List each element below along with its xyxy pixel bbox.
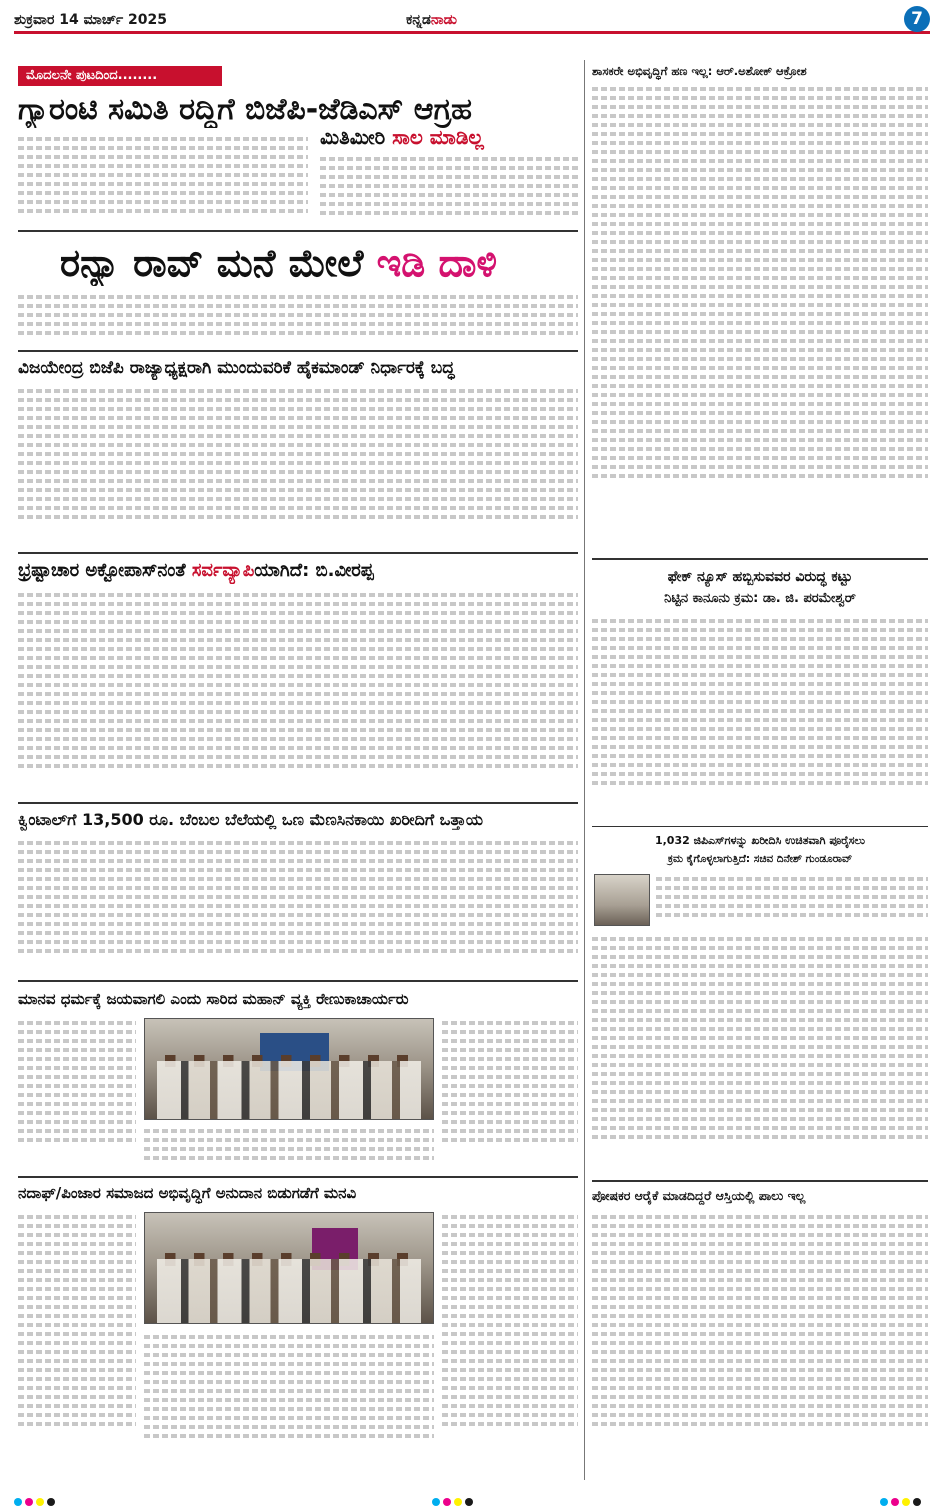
headline-gps-2: ಕ್ರಮ ಕೈಗೊಳ್ಳಲಾಗುತ್ತಿದೆ: ಸಚಿವ ದಿನೇಶ್ ಗುಂಡೂರಾವ್ xyxy=(667,853,853,865)
headline-ashok-outrage: ಶಾಸಕರೇ ಅಭಿವೃದ್ಧಿಗೆ ಹಣ ಇಲ್ಲ: ಆರ್.ಅಶೋಕ್ ಆಕ್ರೋಶ xyxy=(592,64,807,78)
article-fake-news-body xyxy=(592,614,928,822)
headline-corruption-part-c: ಯಾಗಿದೆ: ಬಿ.ವೀರಪ್ಪ xyxy=(254,560,374,581)
article-corruption-body xyxy=(18,588,578,798)
headline-guarantee-committee: ಗ್ಯಾರಂಟಿ ಸಮಿತಿ ರದ್ದಿಗೆ ಬಿಜೆಪಿ-ಜೆಡಿಎಸ್ ಆಗ್ರಹ xyxy=(18,92,472,127)
headline-corruption-part-a: ಭ್ರಷ್ಟಾಚಾರ ಅಕ್ಟೋಪಾಸ್‌ನಂತೆ xyxy=(18,560,186,581)
headline-ranya-rao-part-a: ರನ್ಯಾ ರಾವ್ ಮನೆ ಮೇಲೆ xyxy=(60,241,364,285)
article-ashok-body xyxy=(592,82,928,552)
divider xyxy=(592,558,928,560)
headline-parents-care: ಪೋಷಕರ ಆರೈಕೆ ಮಾಡದಿದ್ದರೆ ಆಸ್ತಿಯಲ್ಲಿ ಪಾಲು ಇಲ್ಲ xyxy=(592,1188,806,1203)
headline-fake-news-2: ನಿಟ್ಟಿನ ಕಾನೂನು ಕ್ರಮ: ಡಾ. ಜಿ. ಪರಮೇಶ್ವರ್ xyxy=(664,591,856,606)
article-ranya-body xyxy=(18,290,578,346)
headline-ranya-rao-part-b: ಇಡಿ ದಾಳಿ xyxy=(376,241,498,285)
column-divider xyxy=(584,60,585,1480)
headline-nadaf-pinjara: ನದಾಫ್/ಪಿಂಜಾರ ಸಮಾಜದ ಅಭಿವೃದ್ಧಿಗೆ ಅನುದಾನ ಬಿಡುಗಡೆಗೆ ಮನವಿ xyxy=(18,1184,357,1202)
paper-name-part-a: ಕನ್ನಡ xyxy=(406,12,431,28)
page-number: 7 xyxy=(904,6,930,32)
divider xyxy=(592,1180,928,1182)
article-nadaf-col1 xyxy=(18,1210,136,1472)
article-renuka-col3 xyxy=(442,1016,578,1172)
headline-excess-loan-part-b: ಸಾಲ ಮಾಡಿಲ್ಲ xyxy=(392,125,484,149)
registration-marks-left xyxy=(14,1491,58,1501)
photo-renukacharya-event xyxy=(144,1018,434,1120)
divider xyxy=(18,230,578,232)
article-renuka-col2 xyxy=(144,1124,434,1172)
headline-gps-1: 1,032 ಜಿಪಿಎಸ್‌ಗಳನ್ನು ಖರೀದಿಸಿ ಉಚಿತವಾಗಿ ಪೂರೈಸಲು xyxy=(654,834,866,847)
photo-nadaf-meeting xyxy=(144,1212,434,1324)
article-gps-body xyxy=(656,872,928,928)
article-vijayendra-body xyxy=(18,384,578,548)
headline-chilli-price: ಕ್ವಿಂಟಾಲ್‌ಗೆ 13,500 ರೂ. ಬೆಂಬಲ ಬೆಲೆಯಲ್ಲಿ ಒಣ ಮೆಣಸಿನಕಾಯಿ ಖರೀದಿಗೆ ಒತ್ತಾಯ xyxy=(18,810,484,829)
article-parents-body xyxy=(592,1210,928,1474)
paper-name-part-b: ನಾಡು xyxy=(430,12,458,28)
paper-name xyxy=(406,12,457,28)
article-gps-body-cont xyxy=(592,932,928,1176)
registration-marks-center xyxy=(432,1491,476,1501)
article-guarantee-body xyxy=(18,132,308,226)
headline-corruption xyxy=(18,558,578,584)
article-nadaf-col3 xyxy=(442,1210,578,1472)
issue-date: ಶುಕ್ರವಾರ 14 ಮಾರ್ಚ್ 2025 xyxy=(14,12,168,28)
article-renuka-col1 xyxy=(18,1016,136,1172)
headline-fake-news-1: ಫೇಕ್ ನ್ಯೂಸ್ ಹಬ್ಬಿಸುವವರ ವಿರುದ್ಧ ಕಟ್ಟು xyxy=(667,569,853,585)
headline-vijayendra: ವಿಜಯೇಂದ್ರ ಬಿಜೆಪಿ ರಾಜ್ಯಾಧ್ಯಕ್ಷರಾಗಿ ಮುಂದುವರಿಕೆ ಹೈಕಮಾಂಡ್ ನಿರ್ಧಾರಕ್ಕೆ ಬದ್ಧ xyxy=(18,358,455,378)
article-nadaf-col2 xyxy=(144,1330,434,1472)
divider xyxy=(18,552,578,554)
divider xyxy=(18,1176,578,1178)
masthead xyxy=(14,10,930,34)
divider xyxy=(18,802,578,804)
headline-excess-loan-part-a: ಮಿತಿಮೀರಿ xyxy=(320,125,386,149)
article-loan-body xyxy=(320,152,578,226)
photo-dinesh-gundurao xyxy=(594,874,650,926)
article-chilli-body xyxy=(18,836,578,976)
divider xyxy=(18,980,578,982)
registration-marks-right xyxy=(880,1491,924,1501)
headline-renukacharya: ಮಾನವ ಧರ್ಮಕ್ಕೆ ಜಯವಾಗಲಿ ಎಂದು ಸಾರಿದ ಮಹಾನ್ ವ್ಯಕ್ತಿ ರೇಣುಕಾಚಾರ್ಯರು xyxy=(18,990,409,1008)
headline-ranya-rao xyxy=(60,240,580,286)
headline-corruption-part-b: ಸರ್ವವ್ಯಾಪಿ xyxy=(191,560,255,581)
divider xyxy=(18,350,578,352)
section-tag: ಮೊದಲನೇ ಪುಟದಿಂದ........ xyxy=(18,66,222,86)
divider xyxy=(592,826,928,827)
headline-excess-loan xyxy=(320,124,580,150)
